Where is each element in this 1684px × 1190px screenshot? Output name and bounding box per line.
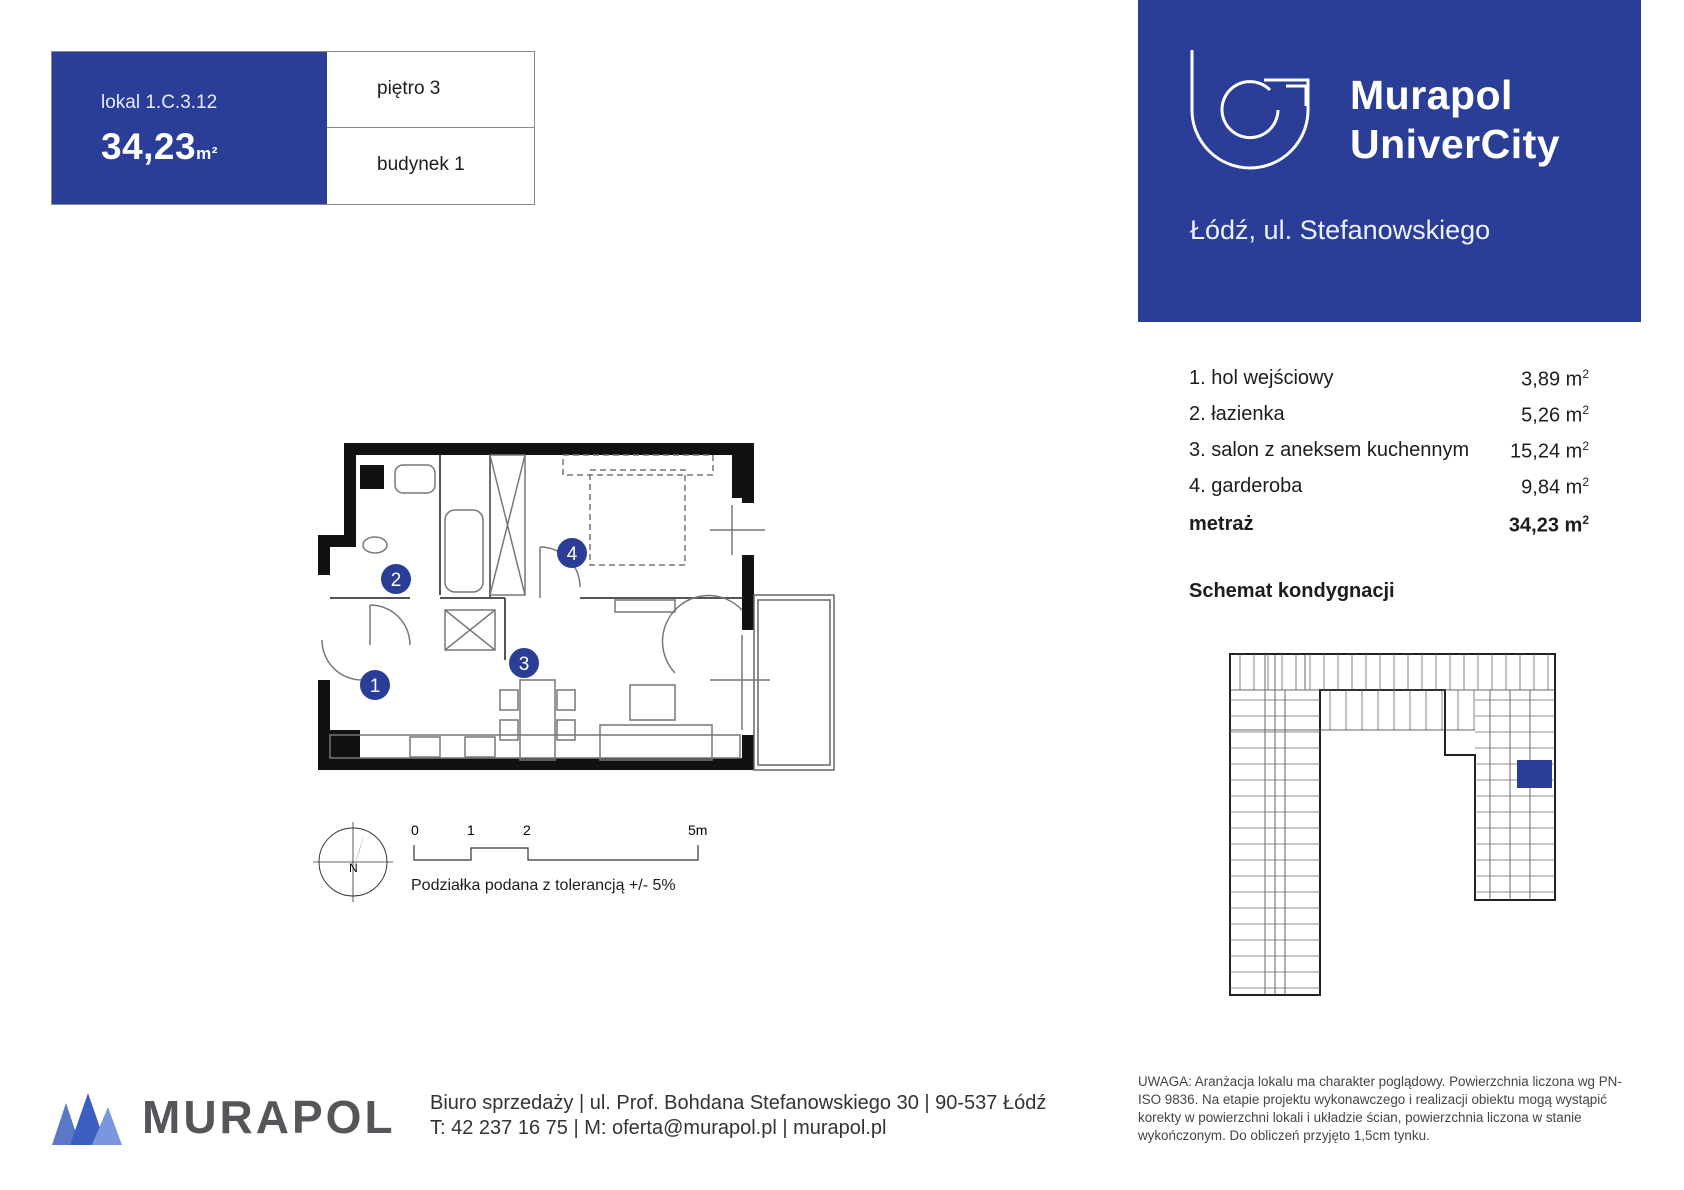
total-area-row	[1189, 513, 1589, 543]
inner-walls	[330, 455, 742, 660]
room-row	[1189, 367, 1589, 397]
room-area: 5,26 $m^2$	[1521, 403, 1589, 427]
balcony	[754, 595, 834, 770]
room-marker-1: 1	[369, 676, 381, 697]
murapol-logo-icon	[52, 1093, 122, 1145]
sales-office-address: Biuro sprzedaży | ul. Prof. Bohdana Stefanowskiego 30 | 90-537 Łódź	[430, 1092, 1047, 1114]
room-name: 3. salon z aneksem kuchennym	[1189, 439, 1470, 461]
room-marker-3: 3	[518, 654, 530, 675]
room-area: 15,24 $m^2$	[1510, 439, 1589, 463]
total-value: 34,23 $m^2$	[1508, 513, 1589, 537]
room-name: 4. garderoba	[1189, 475, 1303, 497]
room-row	[1189, 439, 1589, 469]
brand-location: Łódź, ul. Stefanowskiego	[1190, 215, 1491, 245]
room-row	[1189, 403, 1589, 433]
unit-details	[327, 52, 534, 204]
scale-tick-0: 0	[411, 822, 419, 838]
disclaimer-note: UWAGA: Aranżacja lokalu ma charakter poglądowy. Powierzchnia liczona wg PN-ISO 9836. Na etapie projektu wykonawczego i realizacji obiektu mogą wystąpić korekty w powierzchni lokali i układzie ścian, powierzchnia liczona w stanie wykończonym. Do obliczeń przyjęto 1,5cm tynku.	[1138, 1074, 1622, 1143]
room-markers	[360, 538, 587, 700]
building-floor-scheme	[1225, 650, 1565, 1005]
room-row	[1189, 475, 1589, 505]
scale-tick-2: 2	[523, 822, 531, 838]
highlighted-unit	[1517, 760, 1552, 788]
building-cell	[327, 128, 534, 204]
total-label: metraż	[1189, 513, 1254, 535]
unit-info-box	[51, 51, 535, 205]
unit-summary-panel	[52, 52, 327, 204]
scale-bar	[405, 820, 715, 870]
murapol-univercity-logo-icon	[1188, 48, 1316, 172]
brand-name-line1: Murapol	[1350, 72, 1513, 118]
room-name: 2. łazienka	[1189, 403, 1285, 425]
floor-plan	[310, 435, 850, 780]
room-area: 9,84 $m^2$	[1521, 475, 1589, 499]
floor-label: piętro 3	[377, 78, 441, 99]
brand-name-line2: UniverCity	[1350, 121, 1561, 167]
doors	[322, 505, 770, 730]
brand-panel	[1138, 0, 1641, 322]
room-marker-2: 2	[390, 570, 402, 591]
building-label: budynek 1	[377, 154, 465, 175]
scale-tick-5m: 5m	[688, 822, 708, 838]
sales-office-contact: T: 42 237 16 75 | M: oferta@murapol.pl | murapol.pl	[430, 1117, 887, 1139]
unit-area	[101, 126, 218, 168]
murapol-logo-text: MURAPOL	[142, 1091, 396, 1143]
compass-icon	[313, 822, 393, 902]
floor-scheme-title: Schemat kondygnacji	[1189, 580, 1395, 602]
unit-area-value: 34,23	[101, 126, 197, 167]
unit-label: lokal 1.C.3.12	[101, 92, 218, 113]
room-marker-4: 4	[566, 544, 578, 565]
room-area: 3,89 $m^2$	[1521, 367, 1589, 391]
scale-caption: Podziałka podana z tolerancją +/- 5%	[411, 877, 676, 894]
unit-area-unit: m²	[196, 144, 218, 163]
floor-cell	[327, 52, 534, 128]
scale-tick-1: 1	[467, 822, 475, 838]
compass-north-label: N	[349, 861, 358, 875]
room-name: 1. hol wejściowy	[1189, 367, 1334, 389]
